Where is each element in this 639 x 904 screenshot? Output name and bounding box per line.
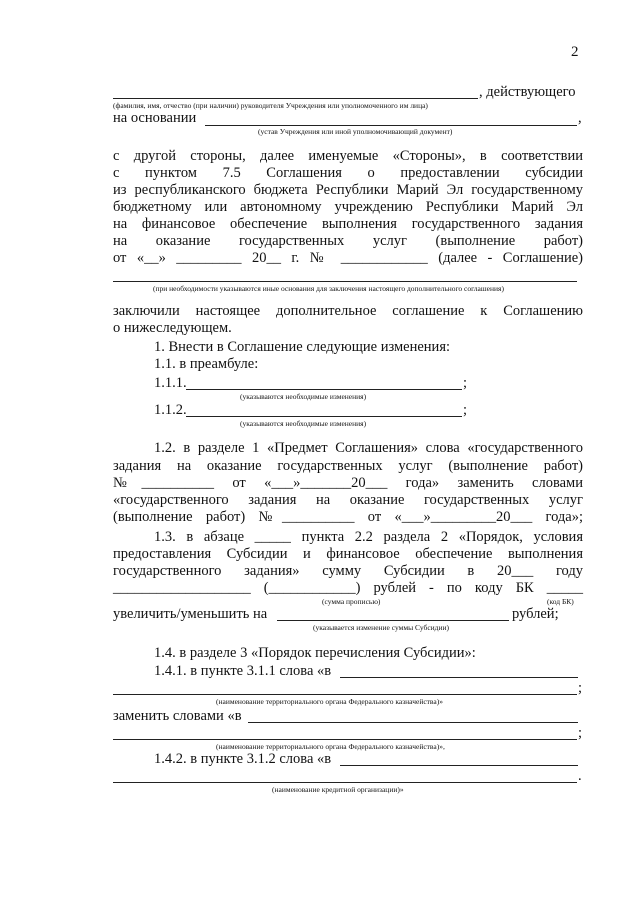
item-1-2-line-1: 1.2. в разделе 1 «Предмет Соглашения» слова «государственного [154,440,583,456]
item-1-4-2-end: . [578,768,582,784]
intro-line-2: с пунктом 7.5 Соглашения о предоставлении субсидии [113,165,583,181]
item-1-1-2-caption: (указываются необходимые изменения) [240,419,367,428]
item-1-3-line-5b: рублей; [512,606,559,622]
replace-line-b [113,739,577,740]
item-1-1-1-end: ; [463,375,468,391]
item-1-1-1-caption: (указываются необходимые изменения) [240,392,367,401]
item-1-3-line-1: 1.3. в абзаце _____ пункта 2.2 раздела 2 «Порядок, условия [154,529,583,545]
item-1-1: 1.1. в преамбуле: [154,356,259,372]
intro-line-7: от «__» _________ 20__ г. № ____________ (далее - Соглашение) [113,250,583,266]
intro-line-4: бюджетному или автономному учреждению Республики Марий Эл [113,199,583,215]
item-1-3-line-5a: увеличить/уменьшить на [113,606,268,622]
acting-text: , действующего [479,84,576,100]
basis-end: , [578,110,582,126]
item-1-4-1-line-a [340,677,578,678]
item-1: 1. Внести в Соглашение следующие изменения: [154,339,451,355]
item-1-1-2: 1.1.2. [154,402,187,418]
item-1-1-1: 1.1.1. [154,375,187,391]
item-1-4-1-caption: (наименование территориального органа Федерального казначейства)» [216,697,443,706]
item-1-4-2: 1.4.2. в пункте 3.1.2 слова «в [154,751,332,767]
item-1-3-caption-kbk: (код БК) [547,597,574,606]
item-1-2-line-4: «государственного задания на оказание государственных услуг [113,492,583,508]
item-1-2-line-2: задания на оказание государственных услуг (выполнение работ) [113,458,583,474]
item-1-3-line-4: ___________________ (____________) рублей - по коду БК _____ [113,580,583,596]
intro-line-6: на оказание государственных услуг (выполнение работ) [113,233,583,249]
item-1-4-1-end: ; [578,680,583,696]
item-1-3-line-3: государственного задания» сумму Субсидии в 20___ году [113,563,583,579]
acting-person-line [113,98,478,99]
item-1-1-1-line [186,389,462,390]
item-1-4-1: 1.4.1. в пункте 3.1.1 слова «в [154,663,332,679]
replace-label: заменить словами «в [113,708,242,724]
item-1-1-2-end: ; [463,402,468,418]
item-1-3-line-2: предоставления Субсидии и финансовое обеспечение выполнения [113,546,583,562]
conclude-line-1: заключили настоящее дополнительное соглашение к Соглашению [113,303,583,319]
item-1-4-2-caption: (наименование кредитной организации)» [272,785,404,794]
item-1-3-change-line [277,620,509,621]
replace-end: ; [578,725,583,741]
item-1-1-2-line [186,416,462,417]
item-1-4: 1.4. в разделе 3 «Порядок перечисления Субсидии»: [154,645,476,661]
other-basis-caption: (при необходимости указываются иные основания для заключения настоящего дополнительного соглашения) [153,284,504,293]
item-1-2-line-3: №__________ от «___»_______20___ года» заменить словами [113,475,583,491]
basis-caption: (устав Учреждения или иной уполномочивающий документ) [258,127,453,136]
intro-line-3: из республиканского бюджета Республики Марий Эл государственному [113,182,583,198]
basis-label: на основании [113,110,197,126]
basis-line [205,125,577,126]
conclude-line-2: о нижеследующем. [113,320,232,336]
item-1-4-2-line-b [113,782,577,783]
item-1-3-caption: (указывается изменение суммы Субсидии) [313,623,450,632]
item-1-2-line-5: (выполнение работ) №__________ от «___»_________20___ года»; [113,509,583,525]
intro-line-5: на финансовое обеспечение выполнения государственного задания [113,216,583,232]
other-basis-line [113,281,577,282]
item-1-3-caption-sum: (сумма прописью) [322,597,381,606]
replace-caption: (наименование территориального органа Федерального казначейства)», [216,742,445,751]
acting-caption: (фамилия, имя, отчество (при наличии) руководителя Учреждения или уполномоченного им лица) [113,101,428,110]
item-1-4-2-line-a [340,765,578,766]
intro-line-1: с другой стороны, далее именуемые «Стороны», в соответствии [113,148,583,164]
page-number: 2 [571,44,579,60]
item-1-4-1-line-b [113,694,577,695]
replace-line-a [248,722,578,723]
